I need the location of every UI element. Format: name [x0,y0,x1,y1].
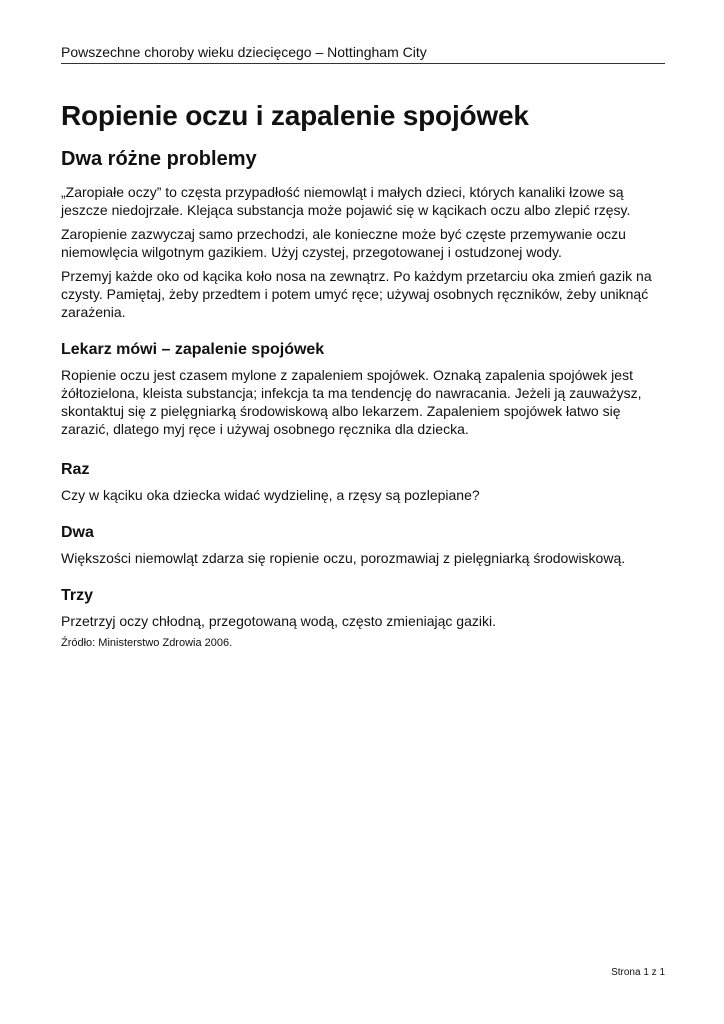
intro-paragraph: „Zaropiałe oczy” to częsta przypadłość niemowląt i małych dzieci, których kanaliki łzowe są jeszcze niedojrzałe. Klejąca substancja może pojawić się w kącikach oczu albo zlepić rzęsy. [61,184,631,218]
page-number: Strona 1 z 1 [611,967,665,978]
intro-section [61,183,667,321]
steps-list [61,459,667,630]
step-one [61,459,667,504]
doctor-section-heading: Lekarz mówi – zapalenie spojówek [61,341,325,358]
intro-paragraph: Zaropienie zazwyczaj samo przechodzi, ale konieczne może być częste przemywanie oczu niemowlęcia wilgotnym gazikiem. Użyj czystej, przegotowanej i ostudzonej wody. [61,226,626,260]
step-text: Przetrzyj oczy chłodną, przegotowaną wodą, często zmieniając gaziki. [61,613,496,629]
doctor-section [61,339,667,438]
step-two [61,522,667,567]
doctor-section-text: Ropienie oczu jest czasem mylone z zapaleniem spojówek. Oznaką zapalenia spojówek jest żółtozielona, kleista substancja; infekcja ta ma tendencję do nawracania. Jeżeli ją zauważysz, skontaktuj się z pielęgniarką środowiskową albo lekarzem. Zapaleniem spojówek łatwo się zarazić, dlatego myj ręce i używaj osobnego ręcznika dla dziecka. [61,367,642,437]
step-heading: Dwa [61,524,94,541]
step-three [61,585,667,630]
page-subtitle: Dwa różne problemy [61,148,257,170]
step-text: Większości niemowląt zdarza się ropienie oczu, porozmawiaj z pielęgniarką środowiskową. [61,550,626,566]
page-title: Ropienie oczu i zapalenie spojówek [61,100,529,131]
step-text: Czy w kąciku oka dziecka widać wydzielinę, a rzęsy są pozlepiane? [61,487,480,503]
step-heading: Raz [61,461,90,478]
running-header: Powszechne choroby wieku dziecięcego – Nottingham City [61,44,665,64]
source-note: Źródło: Ministerstwo Zdrowia 2006. [61,637,233,649]
document-content [61,98,667,650]
intro-paragraph: Przemyj każde oko od kącika koło nosa na zewnątrz. Po każdym przetarciu oka zmień gazik na czysty. Pamiętaj, żeby przedtem i potem umyć ręce; używaj osobnych ręczników, żeby uniknąć zarażenia. [61,268,652,320]
step-heading: Trzy [61,587,94,604]
